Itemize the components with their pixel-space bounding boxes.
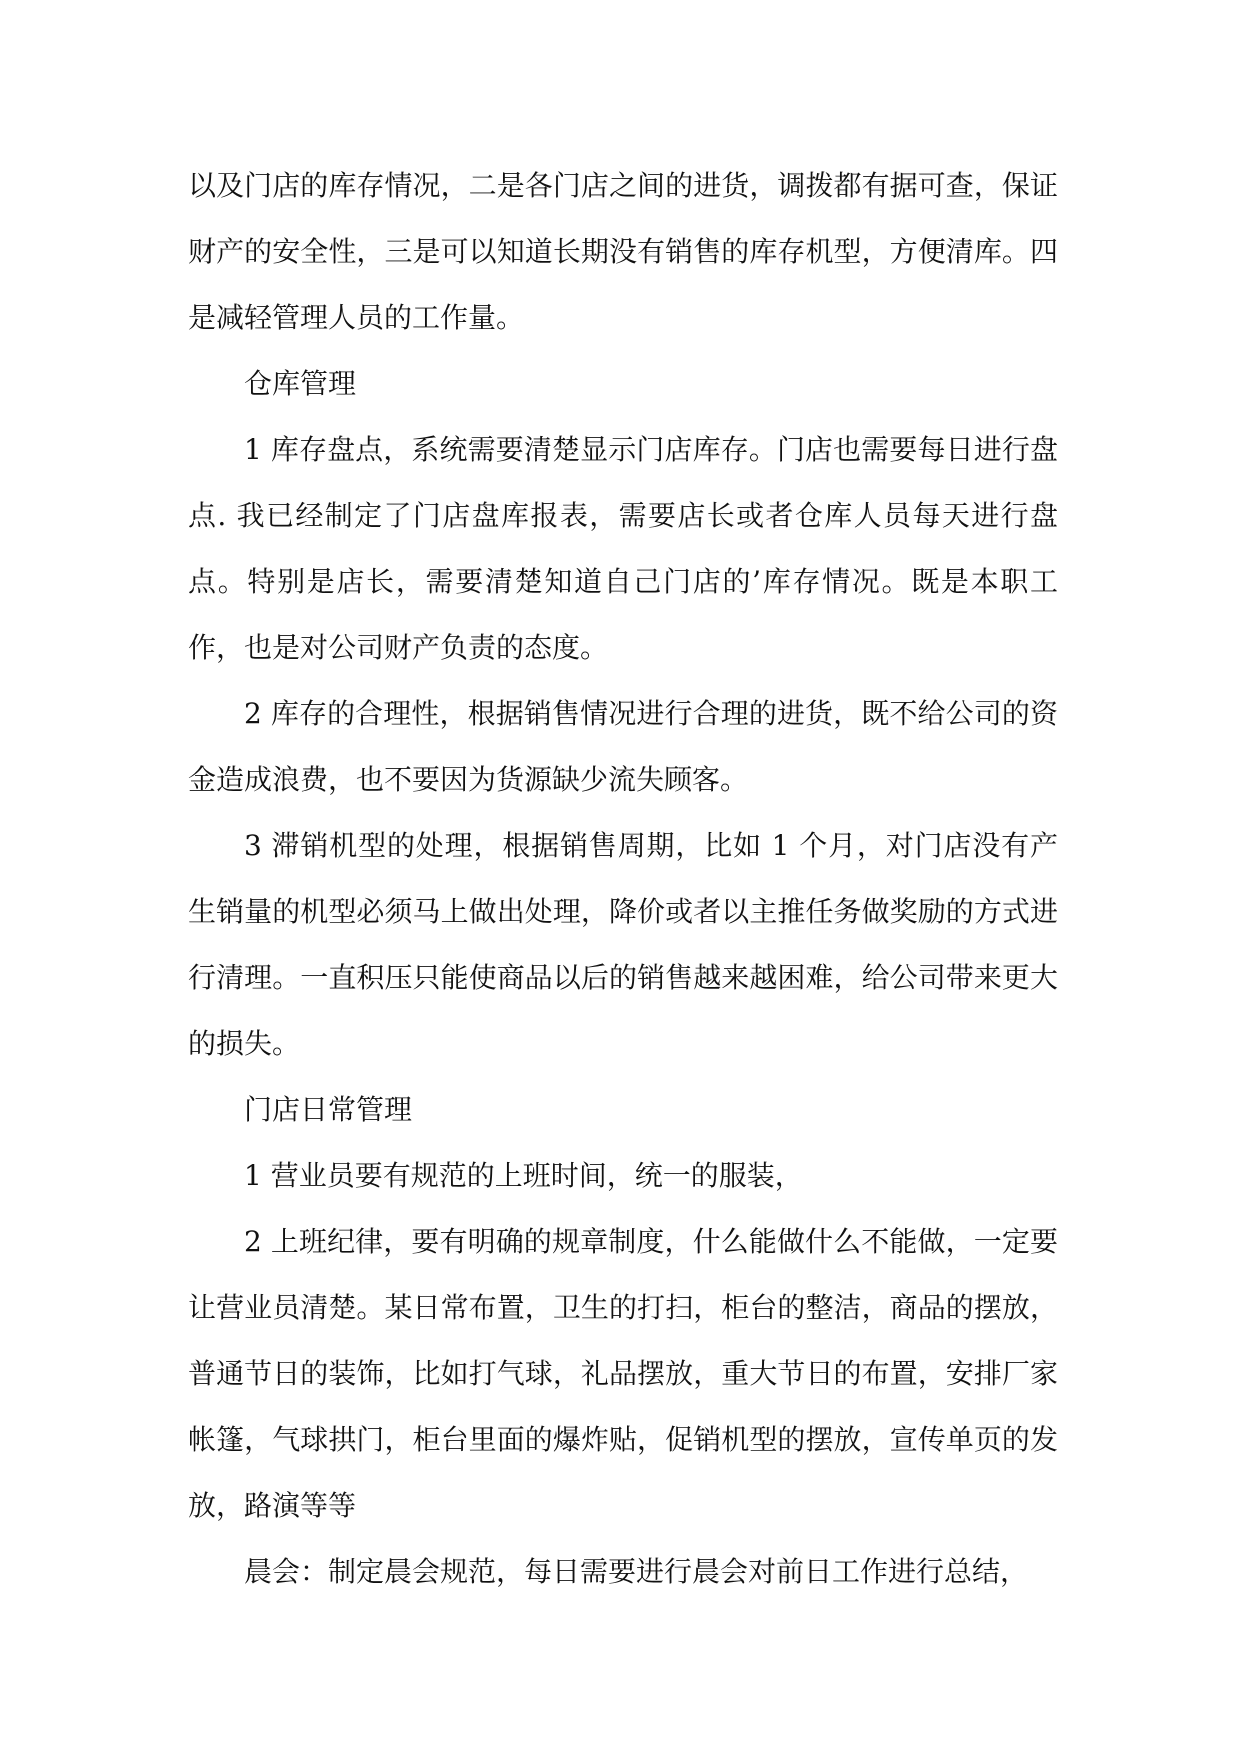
section-heading-warehouse: 仓库管理 (244, 367, 357, 400)
body-text (188, 153, 1058, 1605)
paragraph-morning-meeting: 晨会：制定晨会规范，每日需要进行晨会对前日工作进行总结， (244, 1555, 1029, 1588)
paragraph-discipline: 2 上班纪律，要有明确的规章制度，什么能做什么不能做，一定要让营业员清楚。某日常布置，卫生的打扫，柜台的整洁，商品的摆放，普通节日的装饰，比如打气球，礼品摆放，重大节日的布置，安排厂家帐篷，气球拱门，柜台里面的爆炸贴，促销机型的摆放，宣传单页的发放，路演等等 (188, 1225, 1058, 1522)
paragraph-intro-continued: 以及门店的库存情况，二是各门店之间的进货，调拨都有据可查，保证财产的安全性，三是可以知道长期没有销售的库存机型，方便清库。四是减轻管理人员的工作量。 (188, 169, 1058, 334)
paragraph-work-hours: 1 营业员要有规范的上班时间，统一的服装， (244, 1159, 803, 1192)
paragraph-slow-moving: 3 滞销机型的处理，根据销售周期，比如 1 个月，对门店没有产生销量的机型必须马上做出处理，降价或者以主推任务做奖励的方式进行清理。一直积压只能使商品以后的销售越来越困难，给公司带来更大的损失。 (188, 829, 1058, 1060)
section-heading-daily-management: 门店日常管理 (244, 1093, 413, 1126)
paragraph-inventory-rationality: 2 库存的合理性，根据销售情况进行合理的进货，既不给公司的资金造成浪费，也不要因为货源缺少流失顾客。 (188, 697, 1058, 796)
paragraph-inventory-count: 1 库存盘点，系统需要清楚显示门店库存。门店也需要每日进行盘点. 我已经制定了门店盘库报表，需要店长或者仓库人员每天进行盘点。特别是店长，需要清楚知道自己门店的’库存情况。既是本职工作，也是对公司财产负责的态度。 (188, 433, 1058, 664)
